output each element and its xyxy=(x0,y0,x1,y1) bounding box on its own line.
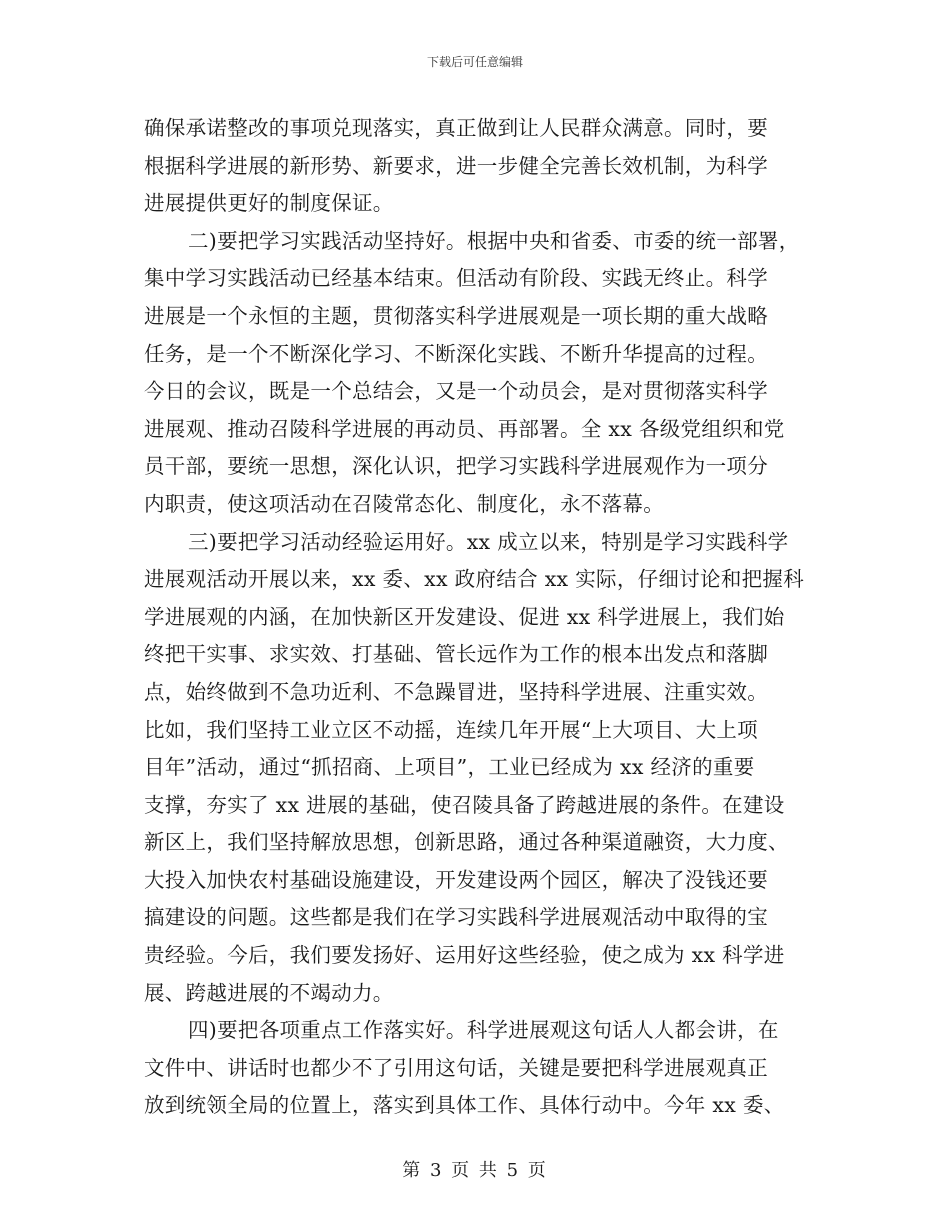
section-heading-line: 三)要把学习活动经验运用好。xx 成立以来，特别是学习实践科学 xyxy=(188,529,789,554)
page-number-footer: 第 3 页 共 5 页 xyxy=(402,1160,548,1181)
text-line: 根据科学进展的新形势、新要求，进一步健全完善长效机制，为科学 xyxy=(144,153,768,178)
text-line: 支撑，夯实了 xx 进展的基础，使召陵具备了跨越进展的条件。在建设 xyxy=(144,792,785,817)
section-heading-line: 四)要把各项重点工作落实好。科学进展观这句话人人都会讲，在 xyxy=(188,1018,779,1043)
text-line: 员干部，要统一思想，深化认识，把学习实践科学进展观作为一项分 xyxy=(144,454,768,479)
text-line: 点，始终做到不急功近利、不急躁冒进，坚持科学进展、注重实效。 xyxy=(144,679,768,704)
text-line: 确保承诺整改的事项兑现落实，真正做到让人民群众满意。同时，要 xyxy=(144,116,768,140)
text-line: 今日的会议，既是一个总结会，又是一个动员会，是对贯彻落实科学 xyxy=(144,379,768,404)
text-line: 展、跨越进展的不竭动力。 xyxy=(144,980,394,1005)
text-line: 终把干实事、求实效、打基础、管长远作为工作的根本出发点和落脚 xyxy=(144,642,768,667)
text-line: 新区上，我们坚持解放思想，创新思路，通过各种渠道融资，大力度、 xyxy=(144,830,789,855)
text-line: 集中学习实践活动已经基本结束。但活动有阶段、实践无终止。科学 xyxy=(144,266,768,291)
text-line: 目年”活动，通过“抓招商、上项目”，工业已经成为 xx 经济的重要 xyxy=(144,755,755,780)
text-line: 进展提供更好的制度保证。 xyxy=(144,191,394,216)
text-line: 文件中、讲话时也都少不了引用这句话，关键是要把科学进展观真正 xyxy=(144,1055,768,1080)
section-heading-line: 二)要把学习实践活动坚持好。根据中央和省委、市委的统一部署， xyxy=(188,228,800,253)
page-header-note: 下载后可任意编辑 xyxy=(426,55,523,69)
text-line: 放到统领全局的位置上，落实到具体工作、具体行动中。今年 xx 委、 xyxy=(144,1093,785,1118)
text-line: 进展观活动开展以来，xx 委、xx 政府结合 xx 实际，仔细讨论和把握科 xyxy=(144,567,805,592)
text-line: 搞建设的问题。这些都是我们在学习实践科学进展观活动中取得的宝 xyxy=(144,905,768,930)
document-body xyxy=(144,110,804,1125)
text-line: 贵经验。今后，我们要发扬好、运用好这些经验，使之成为 xx 科学进 xyxy=(144,943,785,968)
text-line: 任务，是一个不断深化学习、不断深化实践、不断升华提高的过程。 xyxy=(144,341,768,366)
text-line: 进展观、推动召陵科学进展的再动员、再部署。全 xx 各级党组织和党 xyxy=(144,416,785,441)
text-line: 学进展观的内涵，在加快新区开发建设、促进 xx 科学进展上，我们始 xyxy=(144,604,785,629)
text-line: 大投入加快农村基础设施建设，开发建设两个园区，解决了没钱还要 xyxy=(144,867,768,892)
text-line: 内职责，使这项活动在召陵常态化、制度化，永不落幕。 xyxy=(144,491,664,516)
text-line: 进展是一个永恒的主题，贯彻落实科学进展观是一项长期的重大战略 xyxy=(144,303,768,328)
text-line: 比如，我们坚持工业立区不动摇，连续几年开展“上大项目、大上项 xyxy=(144,717,758,742)
